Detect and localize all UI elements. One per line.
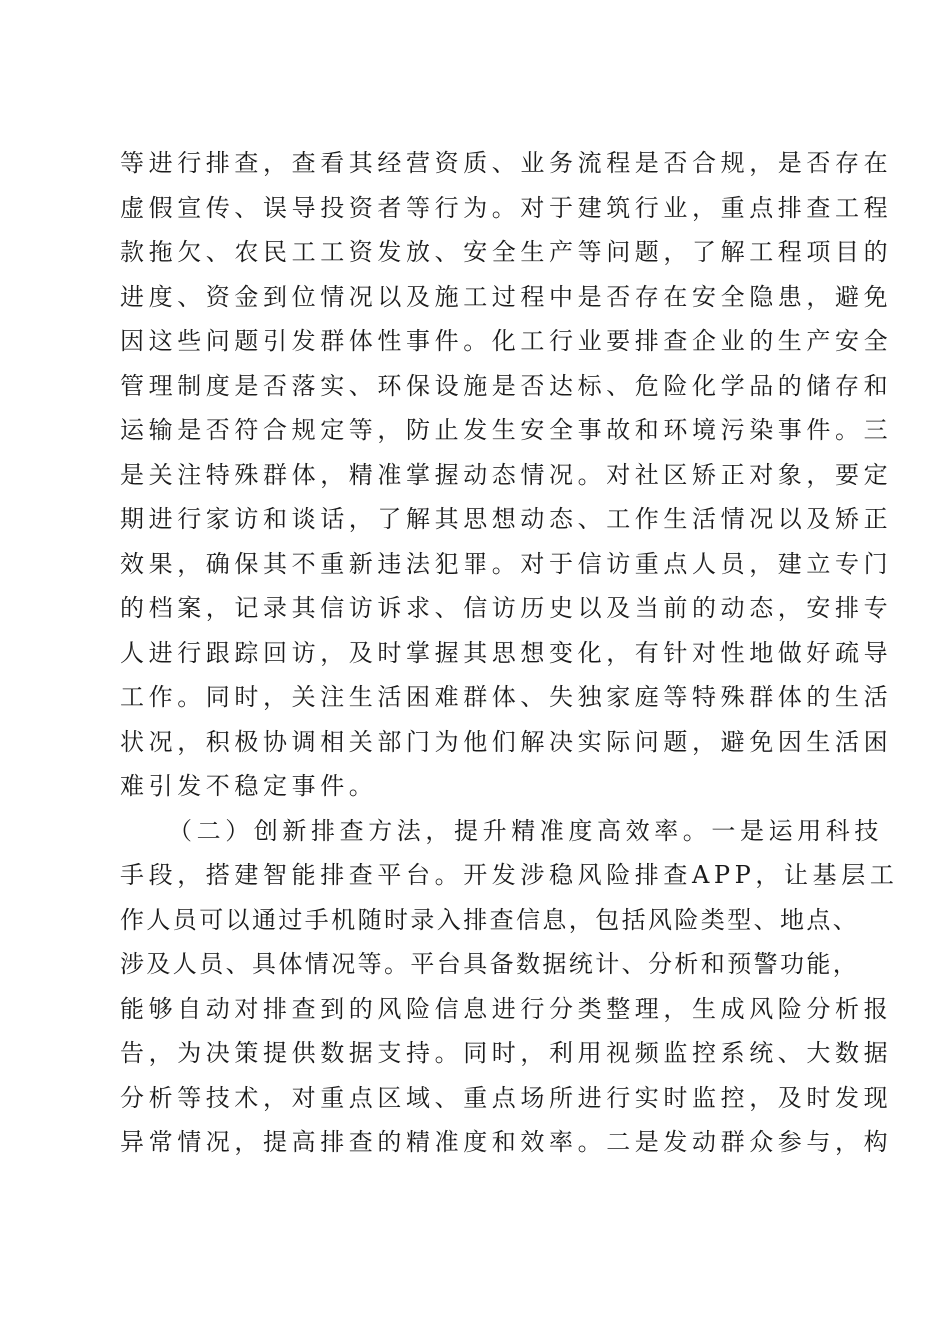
text-line: 异常情况，提高排查的精准度和效率。二是发动群众参与，构 xyxy=(120,1128,893,1156)
text-line: 工作。同时，关注生活困难群体、失独家庭等特殊群体的生活 xyxy=(120,683,893,711)
text-line: 能够自动对排查到的风险信息进行分类整理，生成风险分析报 xyxy=(120,994,893,1023)
text-line: 告，为决策提供数据支持。同时，利用视频监控系统、大数据 xyxy=(120,1039,893,1067)
text-line: 状况，积极协调相关部门为他们解决实际问题，避免因生活困 xyxy=(120,727,893,756)
text-line: 等进行排查，查看其经营资质、业务流程是否合规，是否存在 xyxy=(120,149,893,177)
text-line: 效果，确保其不重新违法犯罪。对于信访重点人员，建立专门 xyxy=(120,549,893,578)
section-heading-line: （二）创新排查方法，提升精准度高效率。一是运用科技 xyxy=(168,816,883,845)
text-line: 进度、资金到位情况以及施工过程中是否存在安全隐患，避免 xyxy=(120,282,893,311)
text-line: 期进行家访和谈话，了解其思想动态、工作生活情况以及矫正 xyxy=(120,505,893,533)
body-text xyxy=(120,141,899,1165)
text-line: 人进行跟踪回访，及时掌握其思想变化，有针对性地做好疏导 xyxy=(120,638,893,667)
text-line: 因这些问题引发群体性事件。化工行业要排查企业的生产安全 xyxy=(120,327,893,355)
text-line: 作人员可以通过手机随时录入排查信息，包括风险类型、地点、 xyxy=(120,905,860,934)
text-line: 分析等技术，对重点区域、重点场所进行实时监控，及时发现 xyxy=(120,1083,893,1112)
text-line: 涉及人员、具体情况等。平台具备数据统计、分析和预警功能， xyxy=(120,950,860,978)
text-line: 运输是否符合规定等，防止发生安全事故和环境污染事件。三 xyxy=(120,416,893,444)
text-line: 难引发不稳定事件。 xyxy=(120,772,378,800)
text-line: 的档案，记录其信访诉求、信访历史以及当前的动态，安排专 xyxy=(120,594,893,622)
text-line: 管理制度是否落实、环保设施是否达标、危险化学品的储存和 xyxy=(120,371,893,400)
text-line: 虚假宣传、误导投资者等行为。对于建筑行业，重点排查工程 xyxy=(120,193,893,222)
text-line: 款拖欠、农民工工资发放、安全生产等问题，了解工程项目的 xyxy=(120,238,893,266)
text-line: 是关注特殊群体，精准掌握动态情况。对社区矫正对象，要定 xyxy=(120,460,893,489)
text-line: 手段，搭建智能排查平台。开发涉稳风险排查APP，让基层工 xyxy=(120,861,899,889)
